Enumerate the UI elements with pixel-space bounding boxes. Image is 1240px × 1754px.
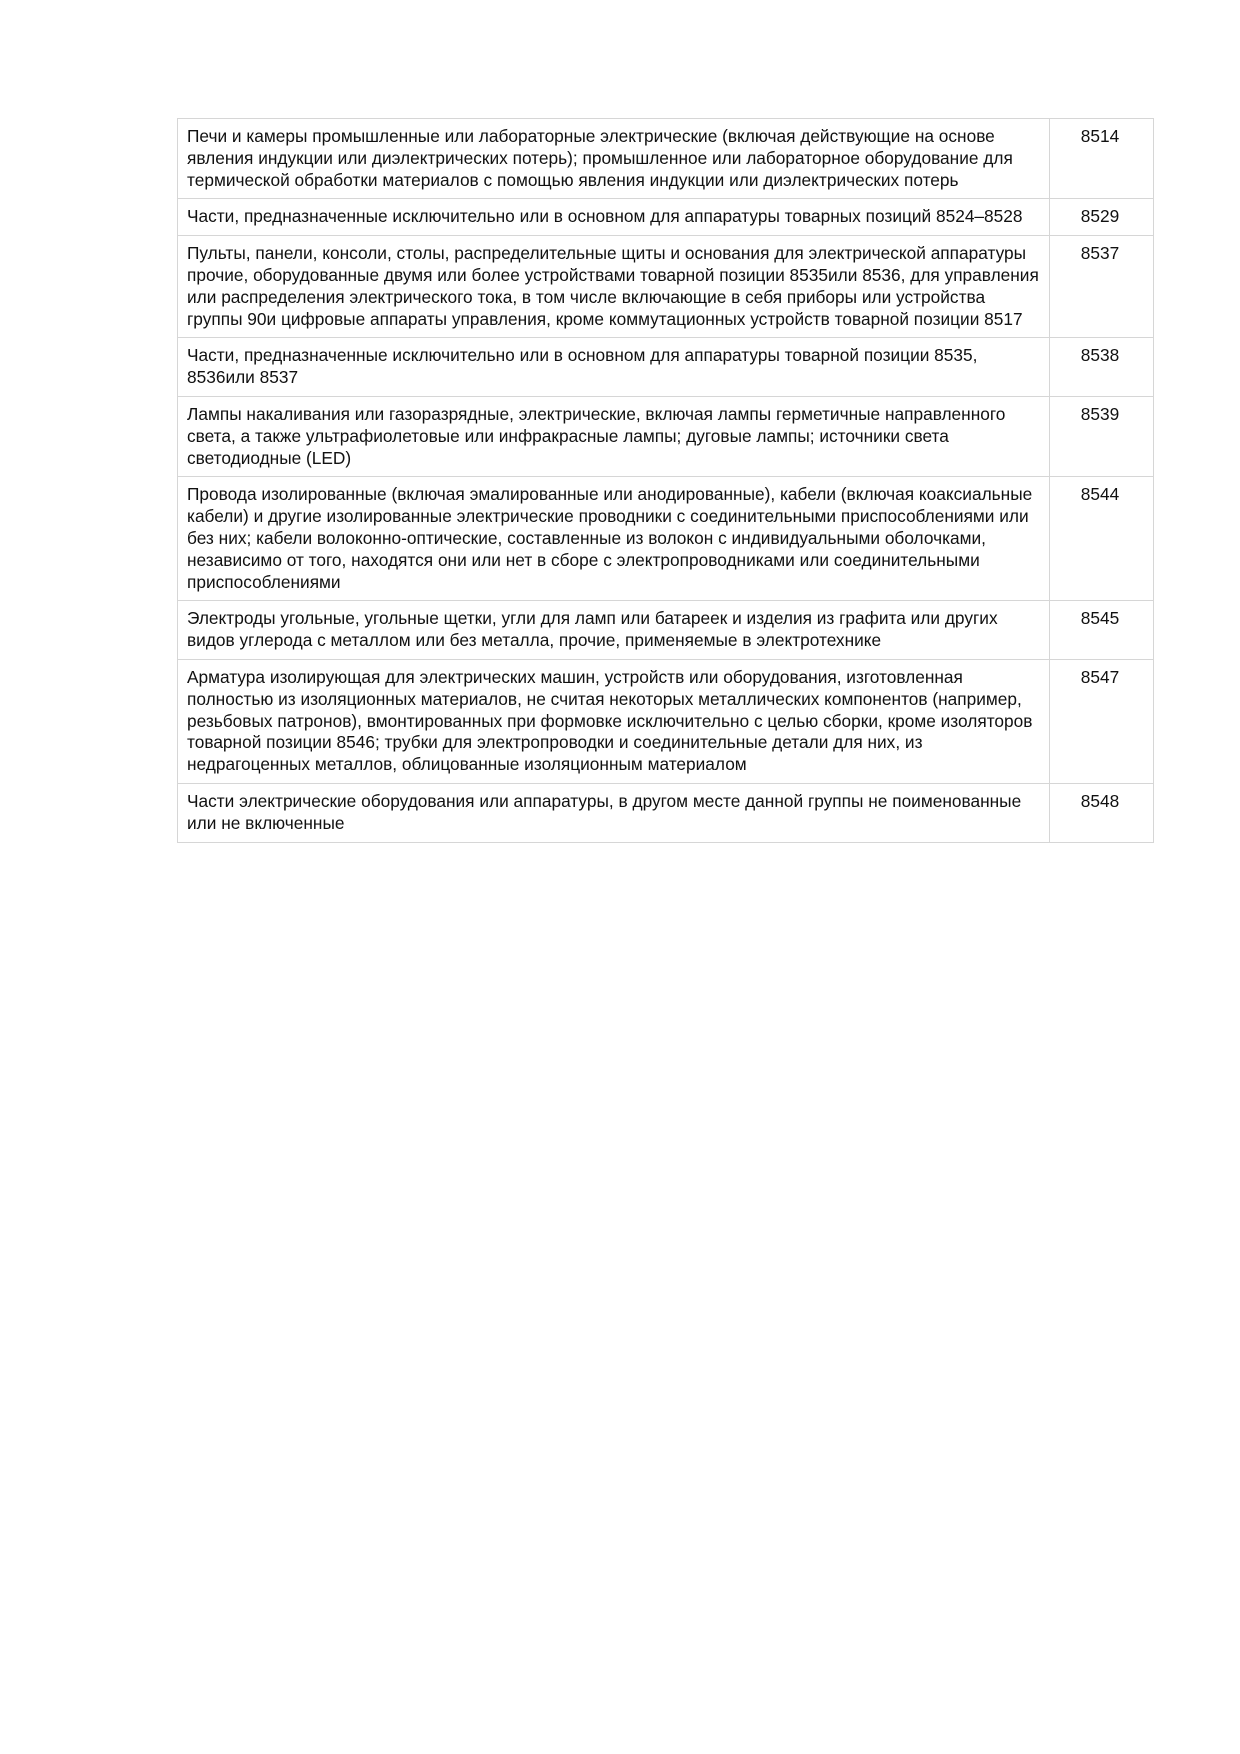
code-cell: 8529 bbox=[1050, 199, 1154, 236]
table-row bbox=[178, 477, 1154, 601]
code-cell: 8544 bbox=[1050, 477, 1154, 601]
code-cell: 8539 bbox=[1050, 396, 1154, 476]
code-cell: 8537 bbox=[1050, 236, 1154, 338]
code-cell: 8545 bbox=[1050, 601, 1154, 660]
description-cell: Лампы накаливания или газоразрядные, электрические, включая лампы герметичные направленного света, а также ультрафиолетовые или инфракрасные лампы; дуговые лампы; источники света светодиодные (LED) bbox=[178, 396, 1050, 476]
description-cell: Пульты, панели, консоли, столы, распределительные щиты и основания для электрической аппаратуры прочие, оборудованные двумя или более устройствами товарной позиции 8535или 8536, для управления или распределения электрического тока, в том числе включающие в себя приборы или устройства группы 90и цифровые аппараты управления, кроме коммутационных устройств товарной позиции 8517 bbox=[178, 236, 1050, 338]
code-cell: 8514 bbox=[1050, 119, 1154, 199]
code-cell: 8548 bbox=[1050, 783, 1154, 842]
table-row bbox=[178, 338, 1154, 397]
table-row bbox=[178, 119, 1154, 199]
table-row bbox=[178, 783, 1154, 842]
code-cell: 8547 bbox=[1050, 659, 1154, 783]
description-cell: Части, предназначенные исключительно или в основном для аппаратуры товарной позиции 8535, 8536или 8537 bbox=[178, 338, 1050, 397]
description-cell: Части электрические оборудования или аппаратуры, в другом месте данной группы не поименованные или не включенные bbox=[178, 783, 1050, 842]
commodity-code-table bbox=[177, 118, 1154, 843]
description-cell: Арматура изолирующая для электрических машин, устройств или оборудования, изготовленная полностью из изоляционных материалов, не считая некоторых металлических компонентов (например, резьбовых патронов), вмонтированных при формовке исключительно с целью сборки, кроме изоляторов товарной позиции 8546; трубки для электропроводки и соединительные детали для них, из недрагоценных металлов, облицованные изоляционным материалом bbox=[178, 659, 1050, 783]
table-row bbox=[178, 236, 1154, 338]
table-row bbox=[178, 396, 1154, 476]
description-cell: Электроды угольные, угольные щетки, угли для ламп или батареек и изделия из графита или других видов углерода с металлом или без металла, прочие, применяемые в электротехнике bbox=[178, 601, 1050, 660]
table-row bbox=[178, 199, 1154, 236]
description-cell: Провода изолированные (включая эмалированные или анодированные), кабели (включая коаксиальные кабели) и другие изолированные электрические проводники с соединительными приспособлениями или без них; кабели волоконно-оптические, составленные из волокон с индивидуальными оболочками, независимо от того, находятся они или нет в сборе с электропроводниками или соединительными приспособлениями bbox=[178, 477, 1050, 601]
table-body bbox=[178, 119, 1154, 843]
table-row bbox=[178, 659, 1154, 783]
code-cell: 8538 bbox=[1050, 338, 1154, 397]
description-cell: Печи и камеры промышленные или лабораторные электрические (включая действующие на основе явления индукции или диэлектрических потерь); промышленное или лабораторное оборудование для термической обработки материалов с помощью явления индукции или диэлектрических потерь bbox=[178, 119, 1050, 199]
table-row bbox=[178, 601, 1154, 660]
description-cell: Части, предназначенные исключительно или в основном для аппаратуры товарных позиций 8524–8528 bbox=[178, 199, 1050, 236]
